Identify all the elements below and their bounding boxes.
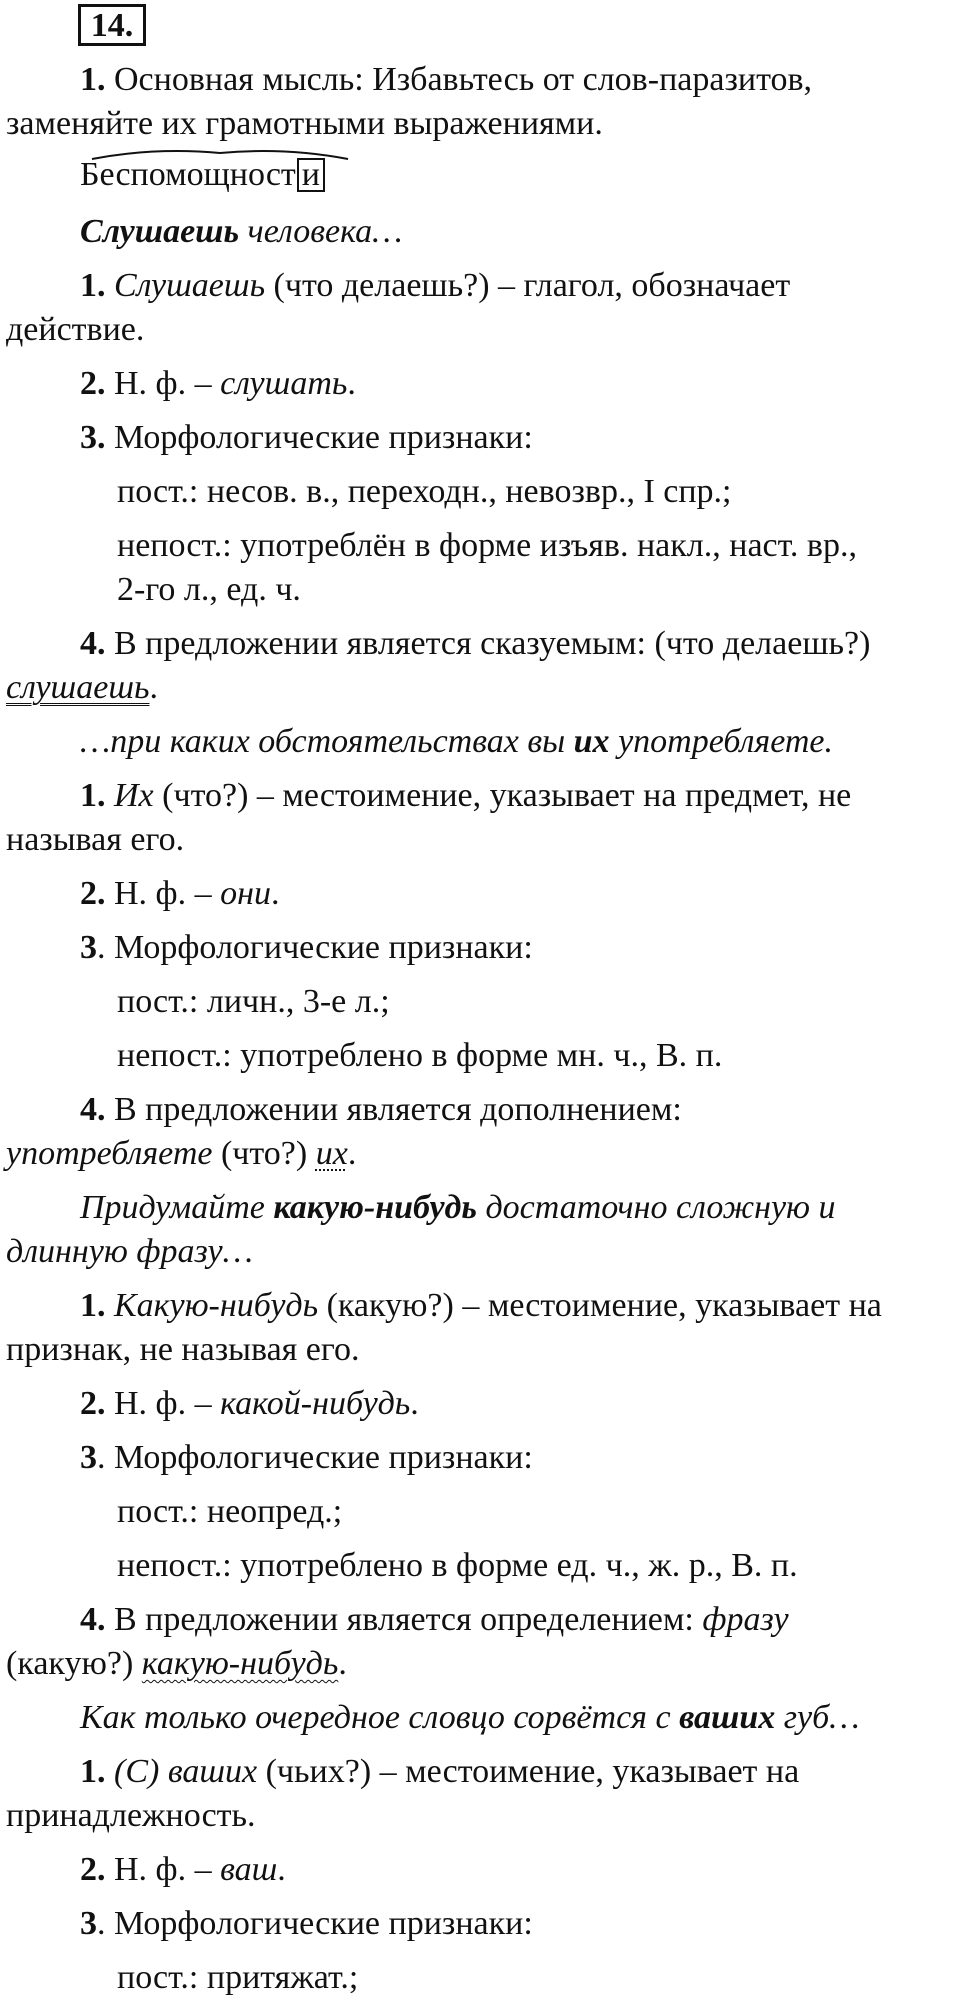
w3-item-1-cont: признак, не называя его. (6, 1331, 360, 1368)
task-number: 14. (78, 4, 146, 46)
w3-item-1: 1. Какую-нибудь (какую?) – местоимение, указывает на (80, 1287, 882, 1324)
w3-item-4-cont: (какую?) какую-нибудь. (6, 1645, 347, 1682)
paragraph-main-idea: 1. Основная мысль: Избавьтесь от слов-паразитов, (80, 61, 813, 98)
w2-item-4: 4. В предложении является дополнением: (80, 1091, 682, 1128)
w3-variable-features: непост.: употреблено в форме ед. ч., ж. р., В. п. (117, 1547, 798, 1584)
w1-item-3: 3. Морфологические признаки: (80, 419, 533, 456)
w1-item-2: 2. Н. ф. – слушать. (80, 365, 356, 402)
w2-item-4-cont: употребляете (что?) их. (6, 1135, 357, 1172)
w4-item-3: 3. Морфологические признаки: (80, 1905, 533, 1942)
morpheme-analysis (80, 145, 325, 199)
w4-item-1-cont: принадлежность. (6, 1797, 256, 1834)
w1-variable-features-cont: 2-го л., ед. ч. (117, 571, 301, 608)
w3-item-2: 2. Н. ф. – какой-нибудь. (80, 1385, 419, 1422)
w2-item-1: 1. Их (что?) – местоимение, указывает на предмет, не (80, 777, 852, 814)
quote-3: Придумайте какую-нибудь достаточно сложную и (80, 1189, 836, 1226)
w1-constant-features: пост.: несов. в., переходн., невозвр., I спр.; (117, 473, 732, 510)
w3-item-3: 3. Морфологические признаки: (80, 1439, 533, 1476)
w2-variable-features: непост.: употреблено в форме мн. ч., В. п. (117, 1037, 723, 1074)
w2-item-1-cont: называя его. (6, 821, 185, 858)
w1-item-1-cont: действие. (6, 311, 145, 348)
w1-item-4: 4. В предложении является сказуемым: (что делаешь?) (80, 625, 871, 662)
w2-item-2: 2. Н. ф. – они. (80, 875, 280, 912)
w4-constant-features: пост.: притяжат.; (117, 1959, 359, 1996)
w1-item-4-cont: слушаешь. (6, 669, 158, 706)
w3-item-4: 4. В предложении является определением: фразу (80, 1601, 789, 1638)
quote-3-cont: длинную фразу… (6, 1233, 253, 1270)
w2-constant-features: пост.: личн., 3-е л.; (117, 983, 390, 1020)
quote-4: Как только очередное словцо сорвётся с ваших губ… (80, 1699, 860, 1736)
word-stem: Беспомощност (80, 156, 296, 193)
w4-item-1: 1. (С) ваших (чьих?) – местоимение, указывает на (80, 1753, 800, 1790)
w2-item-3: 3. Морфологические признаки: (80, 929, 533, 966)
quote-1: Слушаешь человека… (80, 213, 403, 250)
word-ending-box: и (297, 158, 325, 192)
w1-variable-features: непост.: употреблён в форме изъяв. накл., наст. вр., (117, 527, 857, 564)
paragraph-main-idea-cont: заменяйте их грамотными выражениями. (6, 105, 603, 142)
w3-constant-features: пост.: неопред.; (117, 1493, 343, 1530)
quote-2: …при каких обстоятельствах вы их употребляете. (80, 723, 834, 760)
w1-item-1: 1. Слушаешь (что делаешь?) – глагол, обозначает (80, 267, 791, 304)
w4-item-2: 2. Н. ф. – ваш. (80, 1851, 286, 1888)
